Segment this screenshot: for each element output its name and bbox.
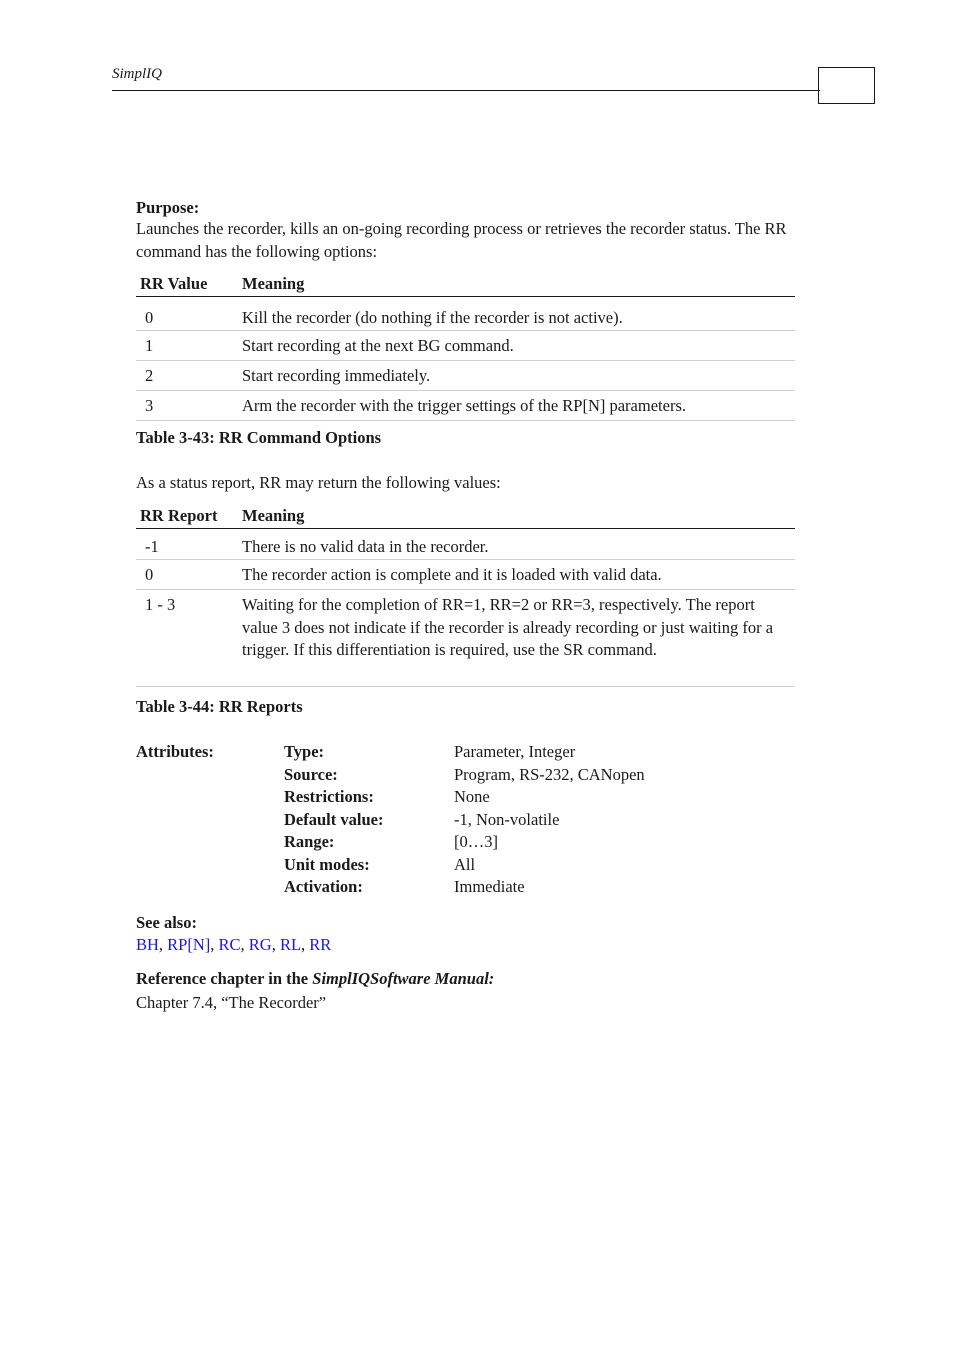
- table-row: [136, 391, 795, 421]
- row-meaning: Start recording immediately.: [242, 366, 431, 385]
- attribute-row: [136, 809, 796, 832]
- row-meaning: There is no valid data in the recorder.: [242, 537, 489, 556]
- row-value: 1 - 3: [145, 595, 176, 614]
- table-caption: Table 3-44: RR Reports: [136, 697, 303, 716]
- attribute-key: Default value:: [284, 809, 384, 829]
- attribute-key: Unit modes:: [284, 854, 370, 874]
- attribute-value: Immediate: [454, 877, 525, 896]
- row-meaning: Arm the recorder with the trigger settings of the RP[N] parameters.: [242, 396, 686, 415]
- reference-prefix: Reference chapter in the: [136, 969, 309, 988]
- header-rule: [112, 90, 820, 91]
- row-meaning: Kill the recorder (do nothing if the recorder is not active).: [242, 308, 623, 327]
- attribute-row: [136, 854, 796, 877]
- row-value: 1: [145, 336, 154, 355]
- attributes-block: [136, 741, 816, 911]
- link-rr[interactable]: RR: [309, 935, 332, 954]
- attribute-value: Program, RS-232, CANopen: [454, 764, 645, 784]
- attribute-row: [136, 831, 796, 854]
- attribute-key: Source:: [284, 764, 338, 784]
- link-rp-n[interactable]: RP[N]: [167, 935, 211, 954]
- link-rc[interactable]: RC: [218, 935, 241, 954]
- row-meaning: Waiting for the completion of RR=1, RR=2 or RR=3, respectively. The report value 3 does not indicate if the recorder is already recording or just waiting for a trigger. If this differentiation is required, use the SR command.: [242, 595, 774, 659]
- attribute-value: Parameter, Integer: [454, 742, 576, 761]
- reference-suffix: Software Manual:: [370, 969, 495, 988]
- status-intro: As a status report, RR may return the following values:: [136, 473, 501, 492]
- attribute-value: [0…3]: [454, 832, 498, 851]
- attribute-key: Type:: [284, 742, 325, 761]
- page-number-box: [818, 67, 875, 104]
- attribute-row: [136, 741, 796, 764]
- row-meaning: Start recording at the next BG command.: [242, 336, 514, 355]
- see-also-links: BH, RP[N], RC, RG, RL, RR: [136, 935, 332, 954]
- table-row: [136, 331, 795, 361]
- reference-chapter: Chapter 7.4, “The Recorder”: [136, 993, 327, 1012]
- row-value: -1: [145, 537, 159, 556]
- table-header: [136, 270, 795, 297]
- table-row: [136, 361, 795, 391]
- attribute-value: -1, Non-volatile: [454, 809, 560, 829]
- row-value: 0: [145, 308, 154, 327]
- attribute-value: None: [454, 787, 490, 806]
- table-header: [136, 502, 795, 529]
- link-rl[interactable]: RL: [279, 935, 302, 954]
- options-table: [136, 270, 795, 421]
- attribute-row: [136, 764, 796, 787]
- attribute-row: [136, 876, 796, 899]
- row-value: 2: [145, 366, 154, 385]
- row-value: 0: [145, 565, 154, 584]
- attribute-key: Range:: [284, 832, 335, 851]
- row-value: 3: [145, 396, 154, 415]
- table-row: [136, 590, 795, 687]
- column-header: RR Value: [140, 274, 208, 293]
- table-caption: Table 3-43: RR Command Options: [136, 428, 382, 447]
- column-header: Meaning: [242, 506, 305, 525]
- table-row: [136, 529, 795, 560]
- column-header: Meaning: [242, 274, 305, 293]
- link-bh[interactable]: BH: [136, 935, 159, 954]
- attribute-row: [136, 786, 796, 809]
- column-header: RR Report: [140, 506, 218, 525]
- table-row: [136, 560, 795, 590]
- link-rg[interactable]: RG: [248, 935, 272, 954]
- purpose-text: Launches the recorder, kills an on-going recording process or retrieves the recorder status. The RR command has the following options:: [136, 219, 787, 261]
- see-also-label: See also:: [136, 913, 197, 932]
- header-brand: SimplIQ: [112, 66, 162, 82]
- reports-table: [136, 502, 795, 687]
- table-row: [136, 297, 795, 331]
- reference-brand: SimplIQ: [312, 969, 371, 988]
- attribute-key: Activation:: [284, 877, 363, 896]
- attributes-label: Attributes:: [136, 742, 214, 761]
- attribute-value: All: [454, 854, 476, 874]
- reference-heading: [136, 967, 796, 990]
- row-meaning: The recorder action is complete and it is loaded with valid data.: [242, 565, 662, 584]
- attribute-key: Restrictions:: [284, 787, 374, 806]
- purpose-label: Purpose:: [136, 198, 200, 217]
